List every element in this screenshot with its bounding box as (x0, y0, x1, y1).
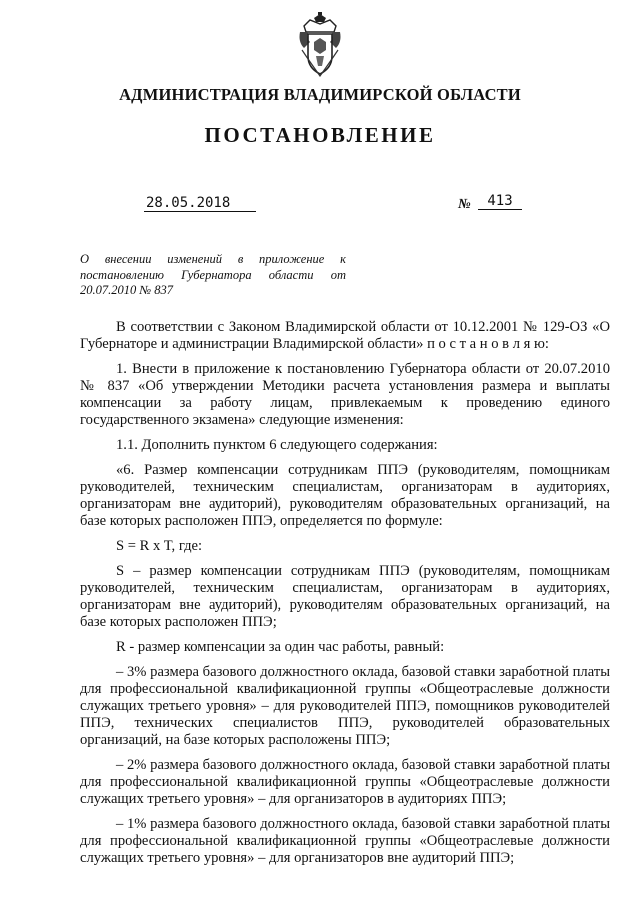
formula-paragraph: S = R x T, где: (116, 538, 203, 554)
body-paragraph: R - размер компенсации за один час работы, равный: (116, 639, 445, 655)
list-item-paragraph: – 1% размера базового должностного оклада, базовой ставки заработной платы для профессиональной квалификационной группы «Общеотраслевые должности служащих третьего уровня» – для организаторов вне аудиторий ППЭ; (80, 816, 610, 866)
document-subject (80, 252, 346, 299)
organization-title: АДМИНИСТРАЦИЯ ВЛАДИМИРСКОЙ ОБЛАСТИ (119, 85, 521, 104)
body-paragraph: 1.1. Дополнить пунктом 6 следующего содержания: (116, 437, 438, 453)
number-label: № (458, 197, 471, 212)
document-body (80, 319, 610, 875)
subject-line: постановлению Губернатора области от (80, 267, 346, 282)
list-item-paragraph: – 2% размера базового должностного оклада, базовой ставки заработной платы для профессиональной квалификационной группы «Общеотраслевые должности служащих третьего уровня» – для организаторов в аудиториях ППЭ; (80, 757, 610, 807)
body-paragraph: В соответствии с Законом Владимирской области от 10.12.2001 № 129-ОЗ «О Губернаторе и администрации Владимирской области» п о с т а н о в л я ю: (80, 319, 610, 352)
subject-line: 20.07.2010 № 837 (80, 283, 174, 297)
document-number: 413 (478, 193, 522, 210)
body-paragraph: «6. Размер компенсации сотрудникам ППЭ (руководителям, помощникам руководителей, техническим специалистам, организаторам в аудиториях, организаторам вне аудиторий), руководителям образовательных организаций, на базе которых расположен ППЭ, определяется по формуле: (80, 462, 610, 529)
subject-line: О внесении изменений в приложение к (80, 252, 346, 266)
coat-of-arms-emblem (296, 12, 344, 78)
body-paragraph: S – размер компенсации сотрудникам ППЭ (руководителям, помощникам руководителей, техническим специалистам, организаторам в аудиториях, организаторам вне аудиторий), руководителям образовательных организаций, на базе которых расположен ППЭ; (80, 563, 610, 630)
body-paragraph: 1. Внести в приложение к постановлению Губернатора области от 20.07.2010 № 837 «Об утверждении Методики расчета установления размера и выплаты компенсации за работу лицам, привлекаемым к проведению единого государственного экзамена» следующие изменения: (80, 361, 610, 428)
list-item-paragraph: – 3% размера базового должностного оклада, базовой ставки заработной платы для профессиональной квалификационной группы «Общеотраслевые должности служащих третьего уровня» – для руководителей ППЭ, помощников руководителей ППЭ, технических специалистов ППЭ, руководителей образовательных организаций, на базе которых расположены ППЭ; (80, 664, 610, 748)
document-date: 28.05.2018 (144, 195, 256, 212)
document-type-title: ПОСТАНОВЛЕНИЕ (204, 123, 436, 147)
